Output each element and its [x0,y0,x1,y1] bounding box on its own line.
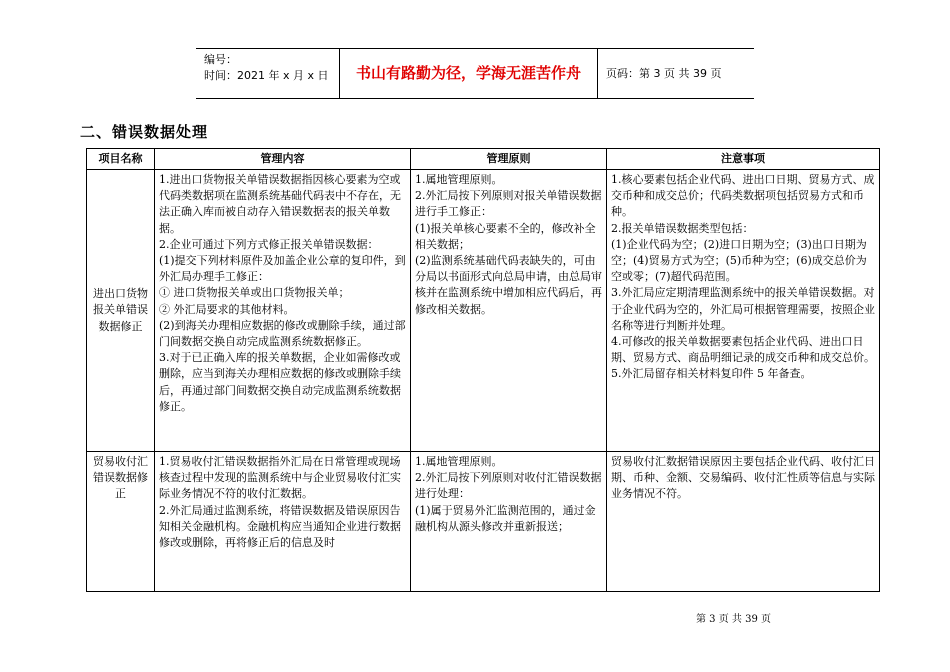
notes [607,170,880,452]
error-data-table [86,148,880,592]
column-header: 项目名称 [87,149,155,170]
item-name: 进出口货物报关单错误数据修正 [87,170,155,452]
principle-paragraph: (2)监测系统基础代码表缺失的，可由分局以书面形式向总局申请，由总局审核并在监测系统中增加相应代码后，再修改相关数据。 [415,254,602,316]
notes-paragraph: 2.报关单错误数据类型包括： [611,221,754,235]
content-paragraph: 1.进出口货物报关单错误数据指因核心要素为空或代码类数据项在监测系统基础代码表中不存在，无法正确入库而被自动存入错误数据表的报关单数据。 [159,173,401,235]
content-paragraph: ① 进口货物报关单或出口货物报关单； [159,286,350,300]
content-paragraph: (1)提交下列材料原件及加盖企业公章的复印件，到外汇局办理手工修正： [159,254,406,284]
notes-paragraph: 5.外汇局留存相关材料复印件 5 年备查。 [611,367,812,381]
notes-paragraph: (1)企业代码为空；(2)进口日期为空；(3)出口日期为空；(4)贸易方式为空；(5)币种为空；(6)成交总价为空或零；(7)超代码范围。 [611,237,867,284]
notes-paragraph: 贸易收付汇数据错误原因主要包括企业代码、收付汇日期、币种、金额、交易编码、收付汇性质等信息与实际业务情况不符。 [611,455,875,501]
content-paragraph: (2)到海关办理相应数据的修改或删除手续，通过部门间数据交换自动完成监测系统数据修正。 [159,318,406,349]
notes-paragraph: 1.核心要素包括企业代码、进出口日期、贸易方式、成交币种和成交总价；代码类数据项包括贸易方式和币种。 [611,173,875,219]
column-header: 注意事项 [607,149,880,170]
management-principle [411,170,607,452]
management-principle [411,452,607,592]
content-paragraph: ② 外汇局要求的其他材料。 [159,302,295,316]
notes [607,452,880,592]
time-label: 时间：2021 年 x 月 x 日 [204,69,329,82]
principle-paragraph: (1)属于贸易外汇监测范围的，通过金融机构从源头修改并重新报送； [415,503,596,533]
notes-paragraph: 3.外汇局应定期清理监测系统中的报关单错误数据。对于企业代码为空的，外汇局可根据管理需要，按照企业名称等进行判断并处理。 [611,286,875,332]
principle-paragraph: (1)报关单核心要素不全的，修改补全相关数据； [415,221,596,251]
content-paragraph: 3.对于已正确入库的报关单数据，企业如需修改或删除，应当到海关办理相应数据的修改或删除手续后，再通过部门间数据交换自动完成监测系统数据修正。 [159,351,401,413]
management-content [155,452,411,592]
principle-paragraph: 2.外汇局按下列原则对收付汇错误数据进行处理： [415,471,602,501]
item-name: 贸易收付汇错误数据修正 [87,452,155,592]
principle-paragraph: 1.属地管理原则。 [415,173,503,186]
content-paragraph: 2.外汇局通过监测系统，将错误数据及错误原因告知相关金融机构。金融机构应当通知企业进行数据修改或删除，再将修正后的信息及时 [159,503,401,550]
section-title: 二、错误数据处理 [80,123,209,141]
table-row [87,452,880,592]
content-paragraph: 2.企业可通过下列方式修正报关单错误数据： [159,237,379,251]
header-motto: 书山有路勤为径，学海无涯苦作舟 [339,49,598,98]
principle-paragraph: 1.属地管理原则。 [415,455,503,468]
page-label: 页码：第 3 页 共 39 页 [606,67,722,80]
column-header: 管理原则 [411,149,607,170]
principle-paragraph: 2.外汇局按下列原则对报关单错误数据进行手工修正： [415,189,602,219]
page-footer: 第 3 页 共 39 页 [696,614,771,625]
table-row [87,170,880,452]
content-paragraph: 1.贸易收付汇错误数据指外汇局在日常管理或现场核查过程中发现的监测系统中与企业贸易收付汇实际业务情况不符的收付汇数据。 [159,455,401,501]
notes-paragraph: 4.可修改的报关单数据要素包括企业代码、进出口日期、贸易方式、商品明细记录的成交币种和成交总价。 [611,335,875,365]
management-content [155,170,411,452]
column-header: 管理内容 [155,149,411,170]
number-label: 编号： [204,53,237,66]
table-header-row [87,149,880,170]
document-header [196,48,754,99]
header-meta [204,52,329,84]
